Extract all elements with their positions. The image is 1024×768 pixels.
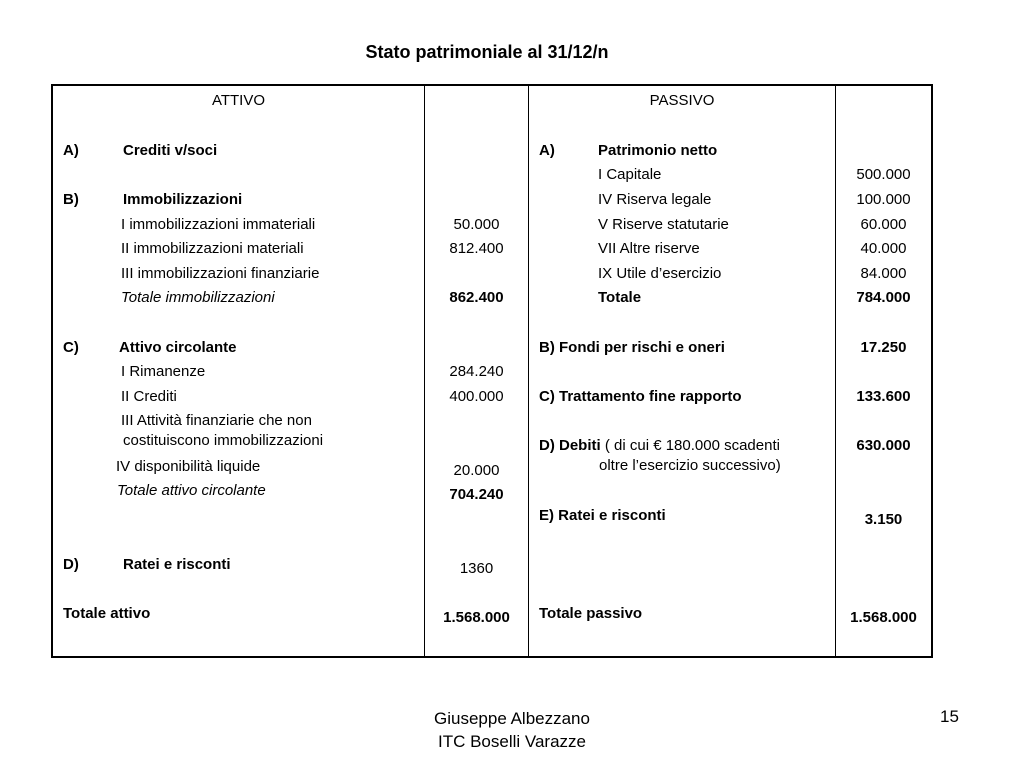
attivo-c1: I Rimanenze [121,363,206,380]
attivo-d-label: Ratei e risconti [123,556,231,573]
attivo-c-total-label: Totale attivo circolante [117,482,266,499]
attivo-c-label: Attivo circolante [119,339,237,356]
passivo-a4-value: 40.000 [860,240,907,257]
footer [400,707,624,753]
passivo-c-value: 133.600 [856,388,911,405]
passivo-a2-value: 100.000 [856,191,911,208]
passivo-e-label: E) Ratei e risconti [539,507,666,524]
passivo-a2: IV Riserva legale [598,191,712,208]
attivo-total-value: 1.568.000 [443,609,510,626]
passivo-header: PASSIVO [649,92,715,109]
attivo-c1-value: 284.240 [449,363,504,380]
passivo-total-label: Totale passivo [539,605,643,622]
attivo-b2: II immobilizzazioni materiali [121,240,304,257]
passivo-a1-value: 500.000 [856,166,911,183]
passivo-d-note-line1: ( di cui € 180.000 scadenti [604,437,780,454]
attivo-c-letter: C) [63,339,79,356]
passivo-d-label: D) Debiti [539,437,601,454]
attivo-c2-value: 400.000 [449,388,504,405]
passivo-total-value: 1.568.000 [850,609,917,626]
passivo-c-label: C) Trattamento fine rapporto [539,388,742,405]
footer-school: ITC Boselli Varazze [437,732,586,751]
passivo-a5: IX Utile d’esercizio [598,265,722,282]
passivo-d-note-line2: oltre l’esercizio successivo) [599,457,781,474]
column-divider [528,86,529,656]
attivo-b3: III immobilizzazioni finanziarie [121,265,320,282]
passivo-b-value: 17.250 [860,339,907,356]
attivo-c4: IV disponibilità liquide [116,458,261,475]
passivo-b-label: B) Fondi per rischi e oneri [539,339,725,356]
attivo-b-total-value: 862.400 [449,289,504,306]
attivo-c3-line2: costituiscono immobilizzazioni [123,432,324,449]
attivo-b2-value: 812.400 [449,240,504,257]
attivo-b-total-label: Totale immobilizzazioni [121,289,275,306]
passivo-a-letter: A) [539,142,555,159]
balance-sheet-table [51,84,933,658]
attivo-a-letter: A) [63,142,79,159]
attivo-c2: II Crediti [121,388,177,405]
attivo-b1: I immobilizzazioni immateriali [121,216,316,233]
attivo-b-label: Immobilizzazioni [123,191,243,208]
attivo-c-total-value: 704.240 [449,486,504,503]
passivo-a-label: Patrimonio netto [598,142,718,159]
passivo-e-value: 3.150 [864,511,903,528]
attivo-b1-value: 50.000 [453,216,500,233]
passivo-a1: I Capitale [598,166,662,183]
footer-author: Giuseppe Albezzano [434,709,590,728]
passivo-a-total-value: 784.000 [856,289,911,306]
passivo-d-value: 630.000 [856,437,911,454]
attivo-c3-line1: III Attività finanziarie che non [121,412,312,429]
passivo-a4: VII Altre riserve [598,240,700,257]
attivo-a-label: Crediti v/soci [123,142,218,159]
passivo-a3-value: 60.000 [860,216,907,233]
page-number: 15 [940,707,959,726]
attivo-b-letter: B) [63,191,79,208]
passivo-a5-value: 84.000 [860,265,907,282]
attivo-d-value: 1360 [459,560,494,577]
passivo-a3: V Riserve statutarie [598,216,729,233]
attivo-d-letter: D) [63,556,79,573]
attivo-total-label: Totale attivo [63,605,151,622]
passivo-a-total-label: Totale [598,289,642,306]
attivo-c4-value: 20.000 [453,462,500,479]
page-title: Stato patrimoniale al 31/12/n [365,42,609,62]
attivo-header: ATTIVO [211,92,266,109]
passivo-d-row [539,437,780,455]
